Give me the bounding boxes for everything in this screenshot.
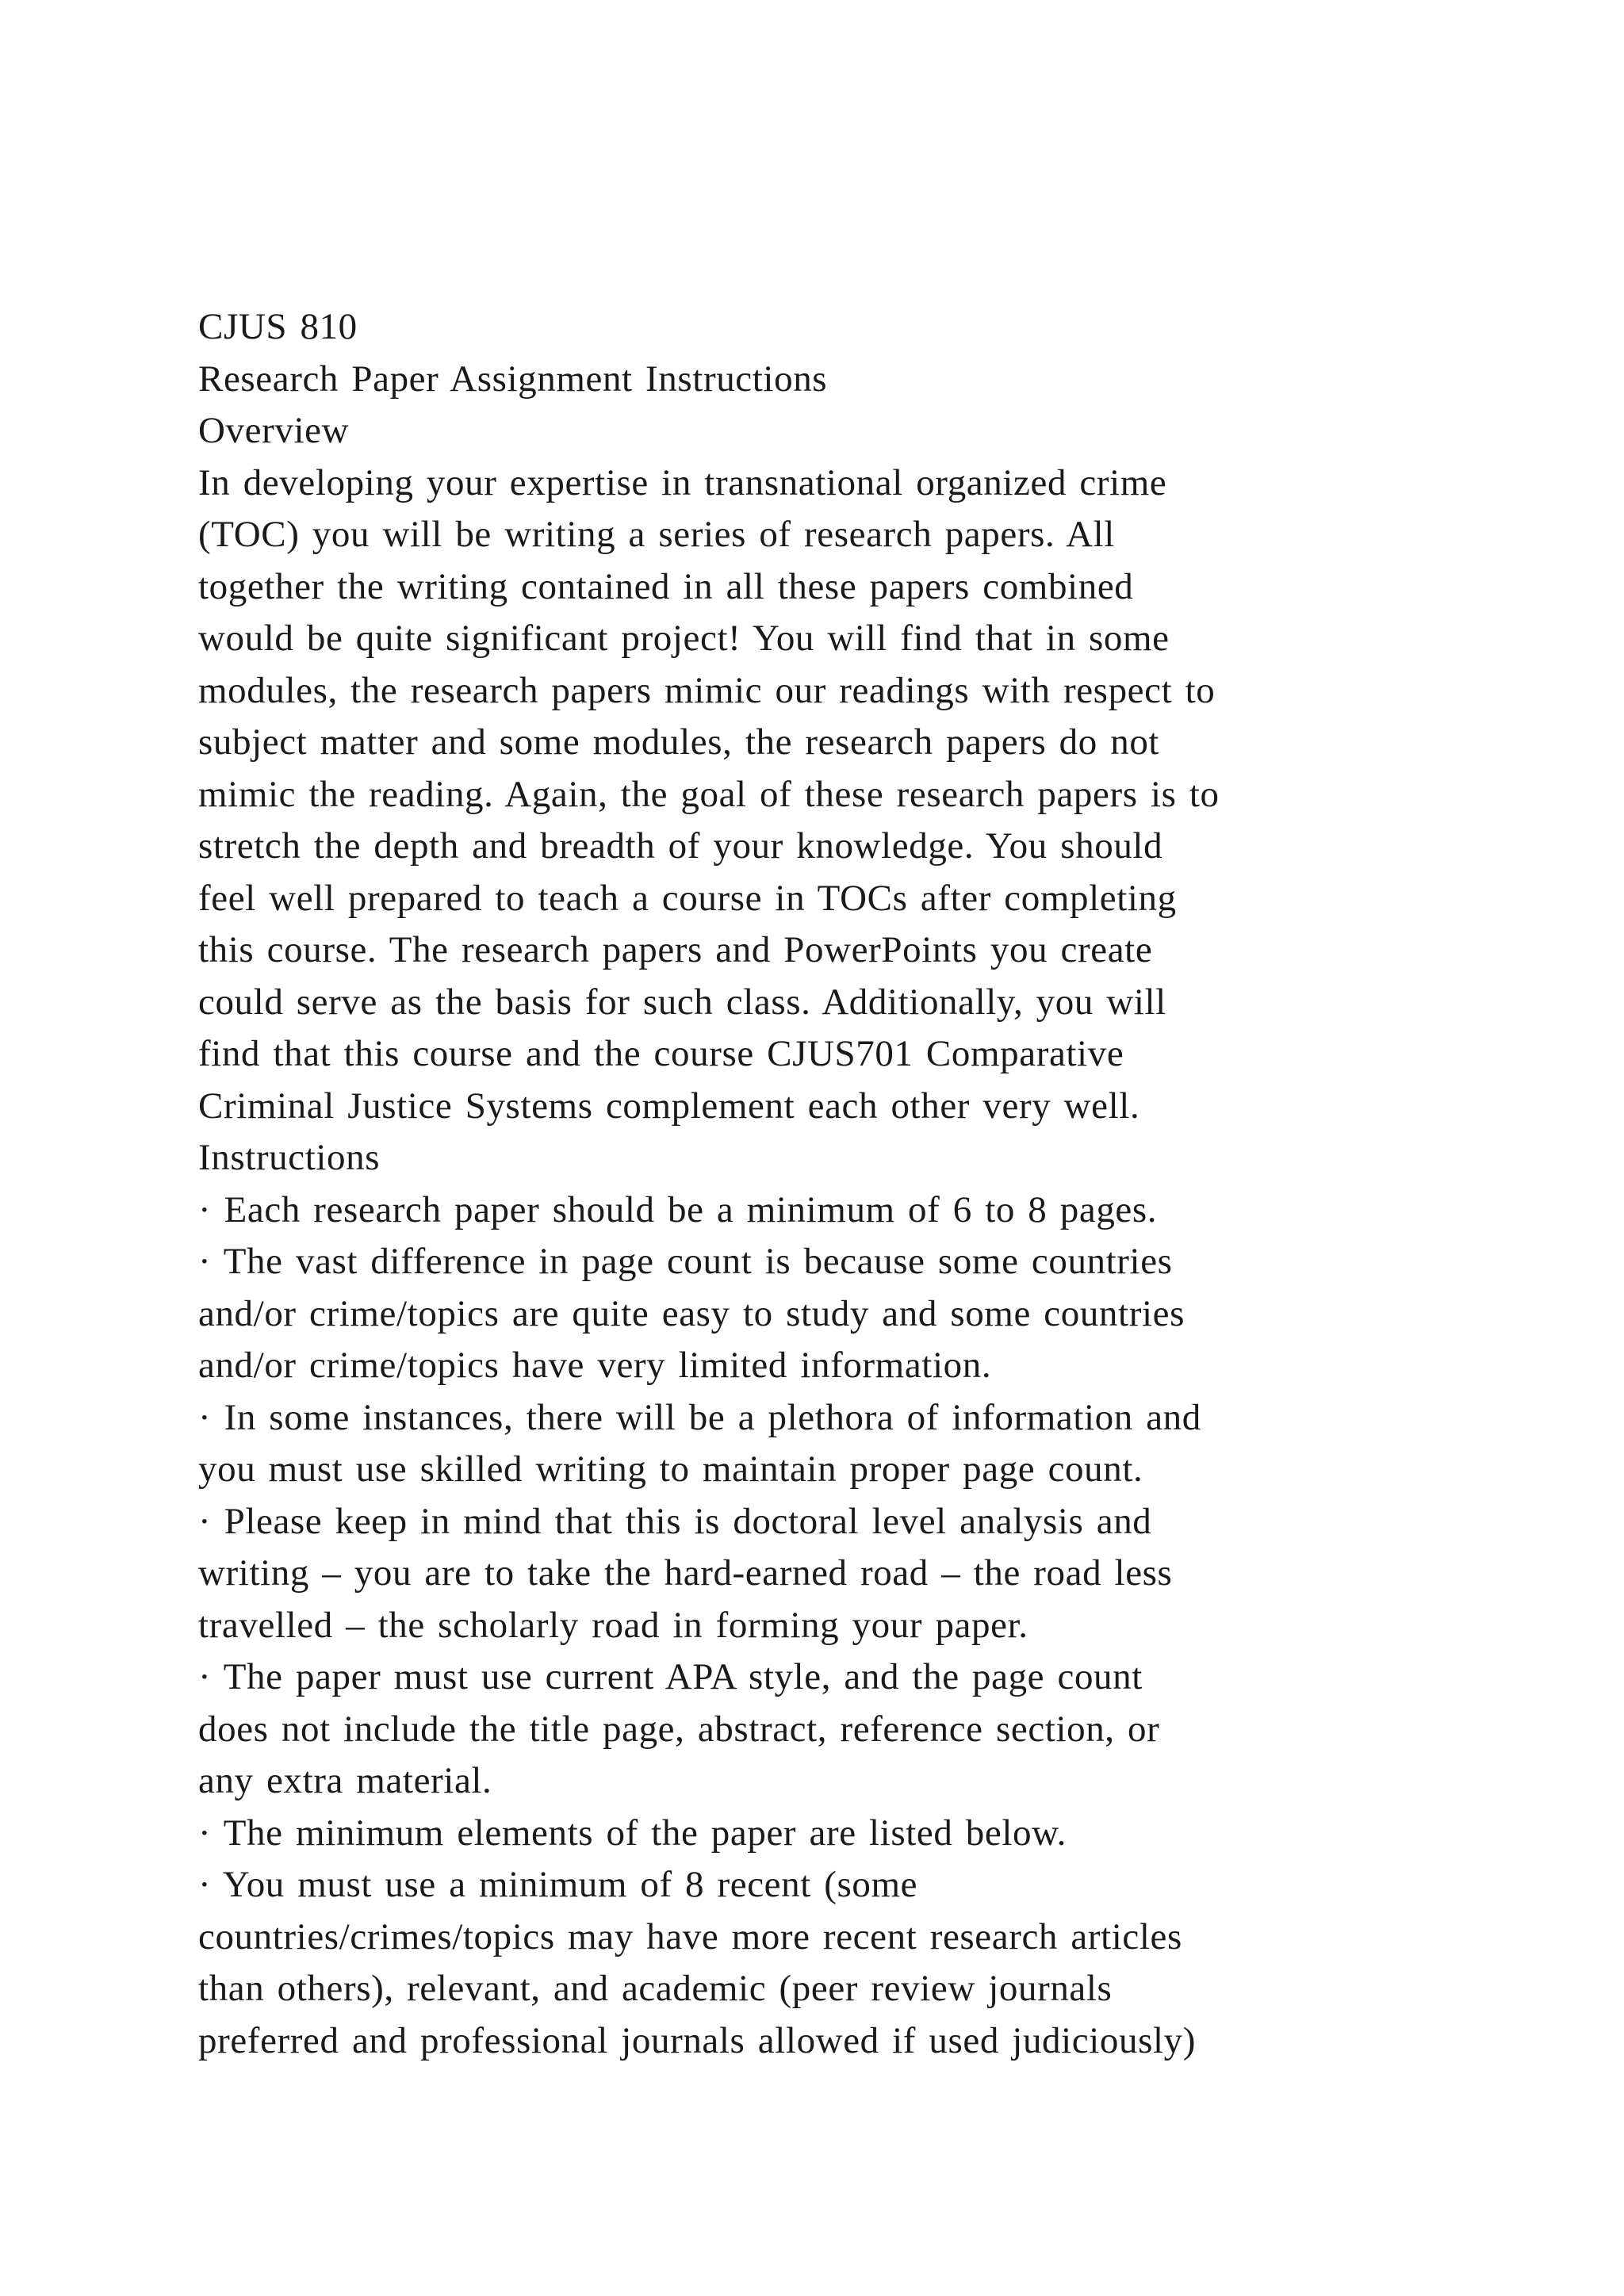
text-line: feel well prepared to teach a course in TOCs after completing <box>198 877 1177 919</box>
text-line: find that this course and the course CJUS701 Comparative <box>198 1033 1124 1074</box>
section-heading-overview: Overview <box>198 410 350 451</box>
text-line: you must use skilled writing to maintain proper page count. <box>198 1448 1143 1490</box>
text-line: could serve as the basis for such class. Additionally, you will <box>198 981 1166 1023</box>
text-line: any extra material. <box>198 1760 492 1801</box>
text-line: than others), relevant, and academic (peer review journals <box>198 1968 1113 2009</box>
bullet-line: · In some instances, there will be a plethora of information and <box>198 1396 1201 1438</box>
text-line: (TOC) you will be writing a series of research papers. All <box>198 514 1115 555</box>
document-title: Research Paper Assignment Instructions <box>198 358 828 400</box>
text-line: subject matter and some modules, the research papers do not <box>198 721 1160 763</box>
text-line: writing – you are to take the hard-earned road – the road less <box>198 1552 1173 1594</box>
bullet-line: · You must use a minimum of 8 recent (some <box>198 1864 918 1905</box>
text-line: travelled – the scholarly road in forming your paper. <box>198 1604 1028 1646</box>
text-line: together the writing contained in all these papers combined <box>198 565 1134 607</box>
text-line: would be quite significant project! You will find that in some <box>198 618 1170 659</box>
section-heading-instructions: Instructions <box>198 1137 381 1178</box>
text-line: countries/crimes/topics may have more recent research articles <box>198 1915 1182 1957</box>
bullet-line: · Each research paper should be a minimum of 6 to 8 pages. <box>198 1188 1158 1230</box>
text-line: preferred and professional journals allowed if used judiciously) <box>198 2019 1197 2061</box>
document-body <box>198 301 1467 2067</box>
text-line: and/or crime/topics are quite easy to study and some countries <box>198 1292 1185 1334</box>
bullet-line: · The paper must use current APA style, and the page count <box>198 1656 1143 1697</box>
text-line: In developing your expertise in transnational organized crime <box>198 461 1167 503</box>
text-line: does not include the title page, abstract, reference section, or <box>198 1708 1160 1750</box>
text-line: this course. The research papers and PowerPoints you create <box>198 929 1153 970</box>
course-code: CJUS 810 <box>198 306 358 347</box>
text-line: Criminal Justice Systems complement each other very well. <box>198 1085 1140 1127</box>
text-line: modules, the research papers mimic our readings with respect to <box>198 669 1216 711</box>
text-line: mimic the reading. Again, the goal of these research papers is to <box>198 773 1220 815</box>
bullet-line: · Please keep in mind that this is doctoral level analysis and <box>198 1500 1152 1542</box>
bullet-line: · The minimum elements of the paper are listed below. <box>198 1812 1067 1854</box>
text-line: and/or crime/topics have very limited information. <box>198 1345 992 1386</box>
text-line: stretch the depth and breadth of your knowledge. You should <box>198 825 1163 867</box>
bullet-line: · The vast difference in page count is because some countries <box>198 1241 1173 1282</box>
